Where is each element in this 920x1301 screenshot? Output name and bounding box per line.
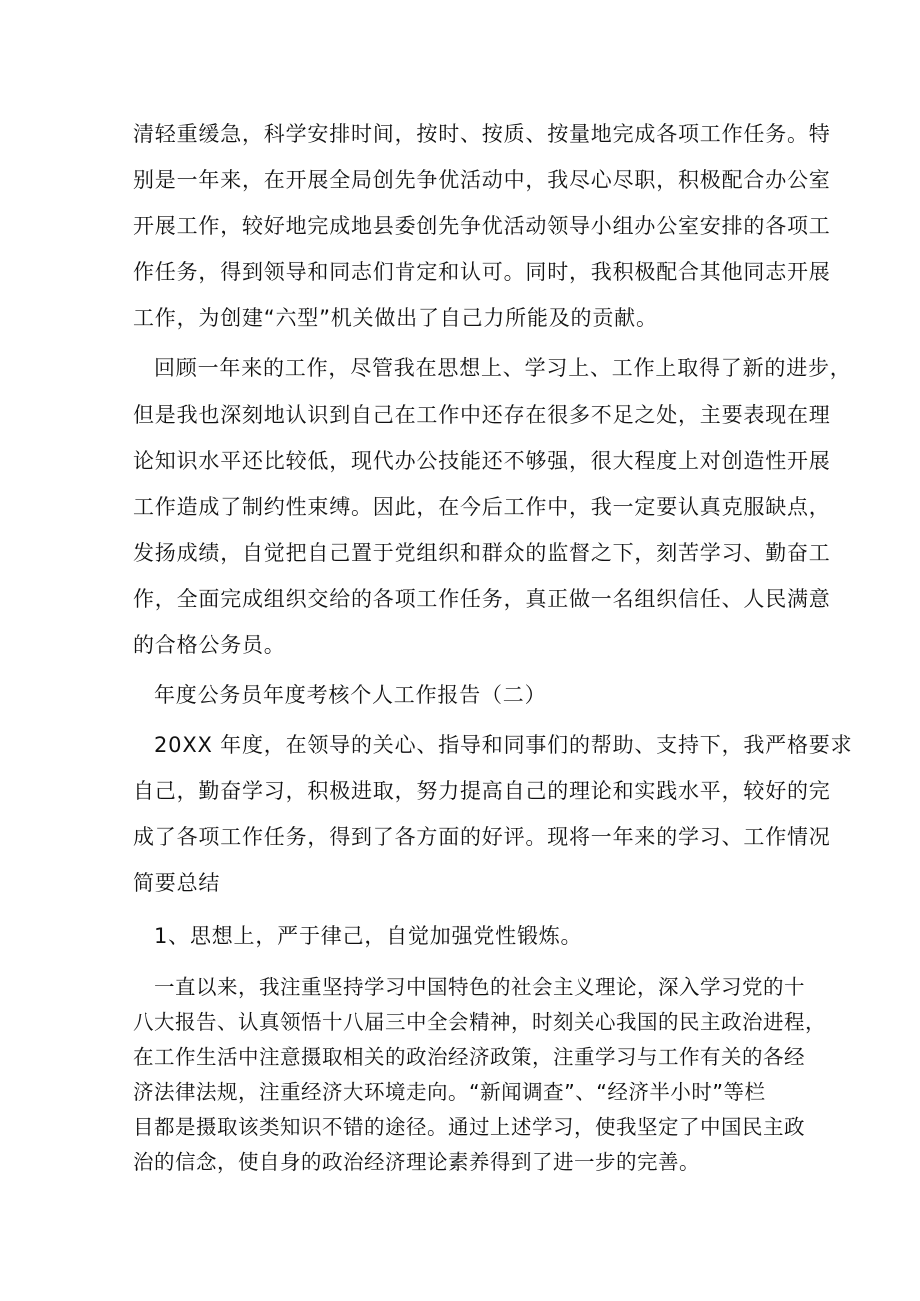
paragraph-1-line-5: 工作，为创建“六型”机关做出了自己力所能及的贡献。: [133, 306, 658, 330]
paragraph-4-line-4: 济法律法规，注重经济大环境走向。“新闻调查”、“经济半小时”等栏: [133, 1080, 766, 1104]
paragraph-2-line-5: 发扬成绩，自觉把自己置于党组织和群众的监督之下，刻苦学习、勤奋工: [133, 541, 831, 565]
paragraph-4-line-3: 在工作生活中注意摄取相关的政治经济政策，注重学习与工作有关的各经: [133, 1045, 805, 1069]
paragraph-1-line-2: 别是一年来，在开展全局创先争优活动中，我尽心尽职，积极配合办公室: [133, 168, 831, 192]
paragraph-4-line-5: 目都是摄取该类知识不错的途径。通过上述学习，使我坚定了中国民主政: [133, 1115, 805, 1139]
report-heading: 年度公务员年度考核个人工作报告（二）: [154, 683, 547, 707]
paragraph-1-line-1: 清轻重缓急，科学安排时间，按时、按质、按量地完成各项工作任务。特: [133, 122, 831, 146]
paragraph-2-line-4: 工作造成了制约性束缚。因此，在今后工作中，我一定要认真克服缺点，: [133, 495, 831, 519]
paragraph-3-line-2: 自己，勤奋学习，积极进取，努力提高自己的理论和实践水平，较好的完: [133, 779, 831, 803]
paragraph-2-line-3: 论知识水平还比较低，现代办公技能还不够强，很大程度上对创造性开展: [133, 449, 831, 473]
paragraph-1-line-4: 作任务，得到领导和同志们肯定和认可。同时，我积极配合其他同志开展: [133, 260, 831, 284]
paragraph-4-line-2: 八大报告、认真领悟十八届三中全会精神，时刻关心我国的民主政治进程，: [133, 1010, 826, 1034]
paragraph-4-line-6: 治的信念，使自身的政治经济理论素养得到了进一步的完善。: [133, 1150, 700, 1174]
paragraph-3-line-3: 成了各项工作任务，得到了各方面的好评。现将一年来的学习、工作情况: [133, 825, 831, 849]
paragraph-2-line-7: 的合格公务员。: [133, 633, 286, 657]
paragraph-2-line-6: 作，全面完成组织交给的各项工作任务，真正做一名组织信任、人民满意: [133, 587, 831, 611]
paragraph-2-line-2: 但是我也深刻地认识到自己在工作中还存在很多不足之处，主要表现在理: [133, 403, 831, 427]
paragraph-3-line-1: 20XX 年度，在领导的关心、指导和同事们的帮助、支持下，我严格要求: [154, 733, 853, 757]
paragraph-3-line-4: 简要总结: [133, 871, 221, 895]
paragraph-1-line-3: 开展工作，较好地完成地县委创先争优活动领导小组办公室安排的各项工: [133, 214, 831, 238]
paragraph-2-line-1: 回顾一年来的工作，尽管我在思想上、学习上、工作上取得了新的进步，: [154, 356, 852, 380]
paragraph-4-line-1: 一直以来，我注重坚持学习中国特色的社会主义理论，深入学习党的十: [154, 975, 805, 999]
section-1-title: 1、思想上，严于律己，自觉加强党性锻炼。: [154, 924, 583, 948]
